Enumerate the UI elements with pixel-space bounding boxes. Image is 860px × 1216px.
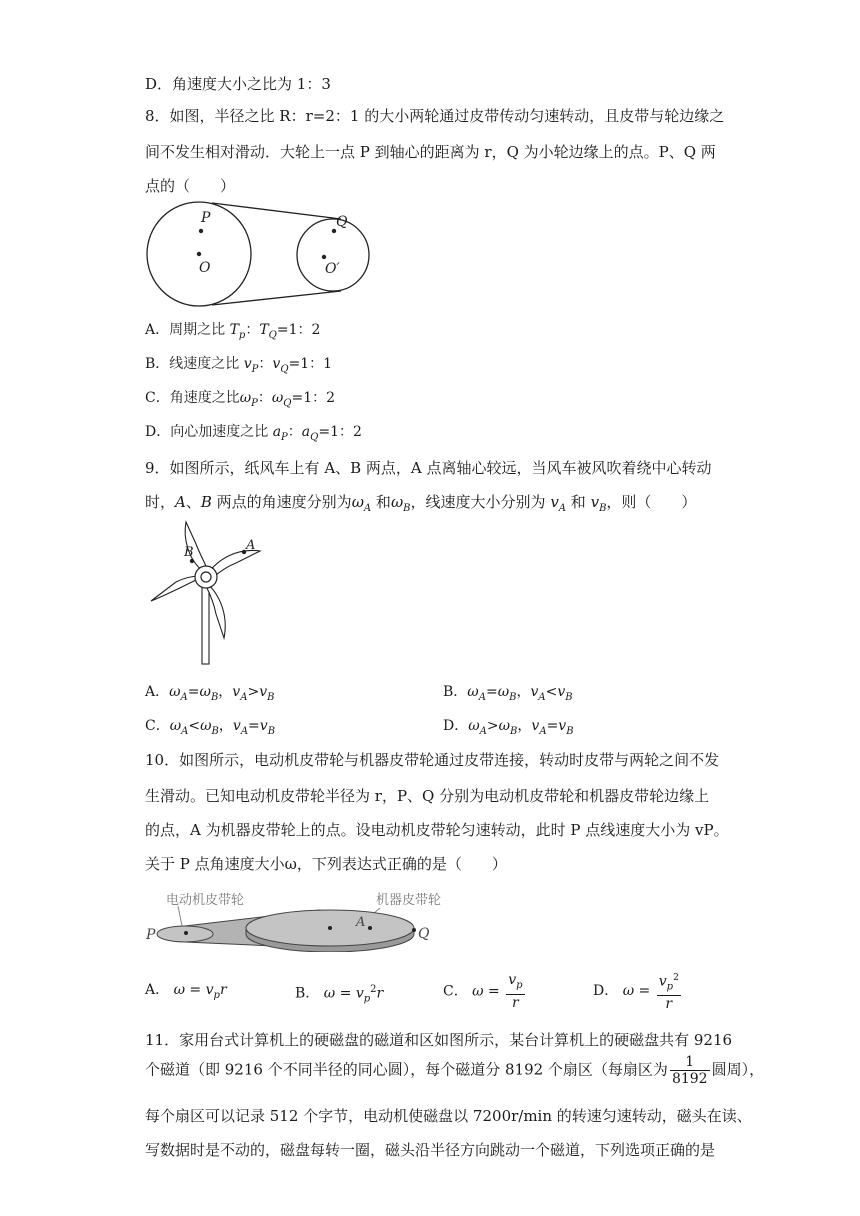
q9-option-b: B．$\omega_A=\omega_B$，$v_A<v_B$ [443,684,573,703]
q10-label-motor: 电动机皮带轮 [166,893,245,908]
q8-stem-line1: 8．如图，半径之比 R：r=2：1 的大小两轮通过皮带传动匀速转动，且皮带与轮边缘之 [145,107,725,125]
q10-label-q: Q [418,926,430,942]
q10-label-p: P [146,927,156,943]
q9-stem-line2: 时，A、B 两点的角速度分别为$\omega_A$ 和$\omega_B$，线速度大小分别为 $v_A$ 和 $v_B$，则（ ） [145,493,697,514]
q10-option-d: D． ω = $\frac{v_p^2}{r}$ [593,970,683,1012]
q10-motor-belt-figure [140,884,460,952]
q10-stem-line2: 生滑动。已知电动机皮带轮半径为 r，P、Q 分别为电动机皮带轮和机器皮带轮边缘上 [145,787,710,805]
q9-stem-line1: 9．如图所示，纸风车上有 A、B 两点，A 点离轴心较远，当风车被风吹着绕中心转动 [145,459,712,477]
q10-label-machine: 机器皮带轮 [376,893,442,908]
q9-option-c: C．$\omega_A<\omega_B$，$v_A=v_B$ [145,718,276,737]
q11-stem-line4: 写数据时是不动的，磁盘每转一圈，磁头沿半径方向跳动一个磁道，下列选项正确的是 [145,1141,716,1159]
q9-label-b: B [184,545,194,560]
q11-stem-line1: 11．家用台式计算机上的硬磁盘的磁道和区如图所示，某台计算机上的硬磁盘共有 9216 [145,1031,733,1049]
q8-label-o-prime: O′ [325,261,340,277]
q9-option-d: D．$\omega_A>\omega_B$，$v_A=v_B$ [443,718,574,737]
q8-stem-line2: 间不发生相对滑动．大轮上一点 P 到轴心的距离为 r，Q 为小轮边缘上的点。P、Q 两 [145,143,716,161]
q8-stem-line3: 点的（ ） [145,177,236,195]
q9-pinwheel-figure [148,518,268,668]
q11-stem-line2 [145,1054,764,1087]
q9-label-a: A [246,538,256,553]
q10-stem-line1: 10．如图所示，电动机皮带轮与机器皮带轮通过皮带连接，转动时皮带与两轮之间不发 [145,751,720,769]
q9-option-a: A．$\omega_A=\omega_B$，$v_A>v_B$ [145,684,275,703]
q10-stem-line3: 的点，A 为机器皮带轮上的点。设电动机皮带轮匀速转动，此时 P 点线速度大小为 vP。 [145,821,729,839]
q8-label-o: O [199,260,211,276]
q10-option-b: B． $\omega = v_p^2r$ [295,984,384,1005]
q8-option-c: C．角速度之比$\omega_P$：$\omega_Q=1$：2 [145,390,336,409]
q8-option-a: A．周期之比 $T_p$：$T_Q=1$：2 [145,322,321,341]
q10-option-c: C． ω = $\frac{v_p}{r}$ [443,972,523,1011]
q10-label-a: A [356,915,366,930]
q10-stem-line4: 关于 P 点角速度大小ω，下列表达式正确的是（ ） [145,855,507,873]
q11-stem-line3: 每个扇区可以记录 512 个字节，电动机使磁盘以 7200r/min 的转速匀速转动，磁头在读、 [145,1107,752,1125]
q8-label-q: Q [336,214,348,230]
q11-line2-start: 个磁道（即 9216 个不同半径的同心圆），每个磁道分 8192 个扇区（每扇区为 [145,1060,668,1079]
q8-option-d: D．向心加速度之比 $a_P$：$a_Q=1$：2 [145,424,362,443]
q10-option-a: A． $\omega = v_pr$ [145,982,227,1001]
q8-belt-pulley-figure [140,198,380,310]
q11-line2-end: 圆周）， [711,1060,765,1079]
q8-label-p: P [201,210,211,226]
q8-option-b: B．线速度之比 $v_P$：$v_Q=1$：1 [145,356,333,375]
q11-sector-fraction: $\frac{1}{8192}$ [671,1054,708,1087]
q7-option-d: D．角速度大小之比为 1：3 [145,75,331,93]
